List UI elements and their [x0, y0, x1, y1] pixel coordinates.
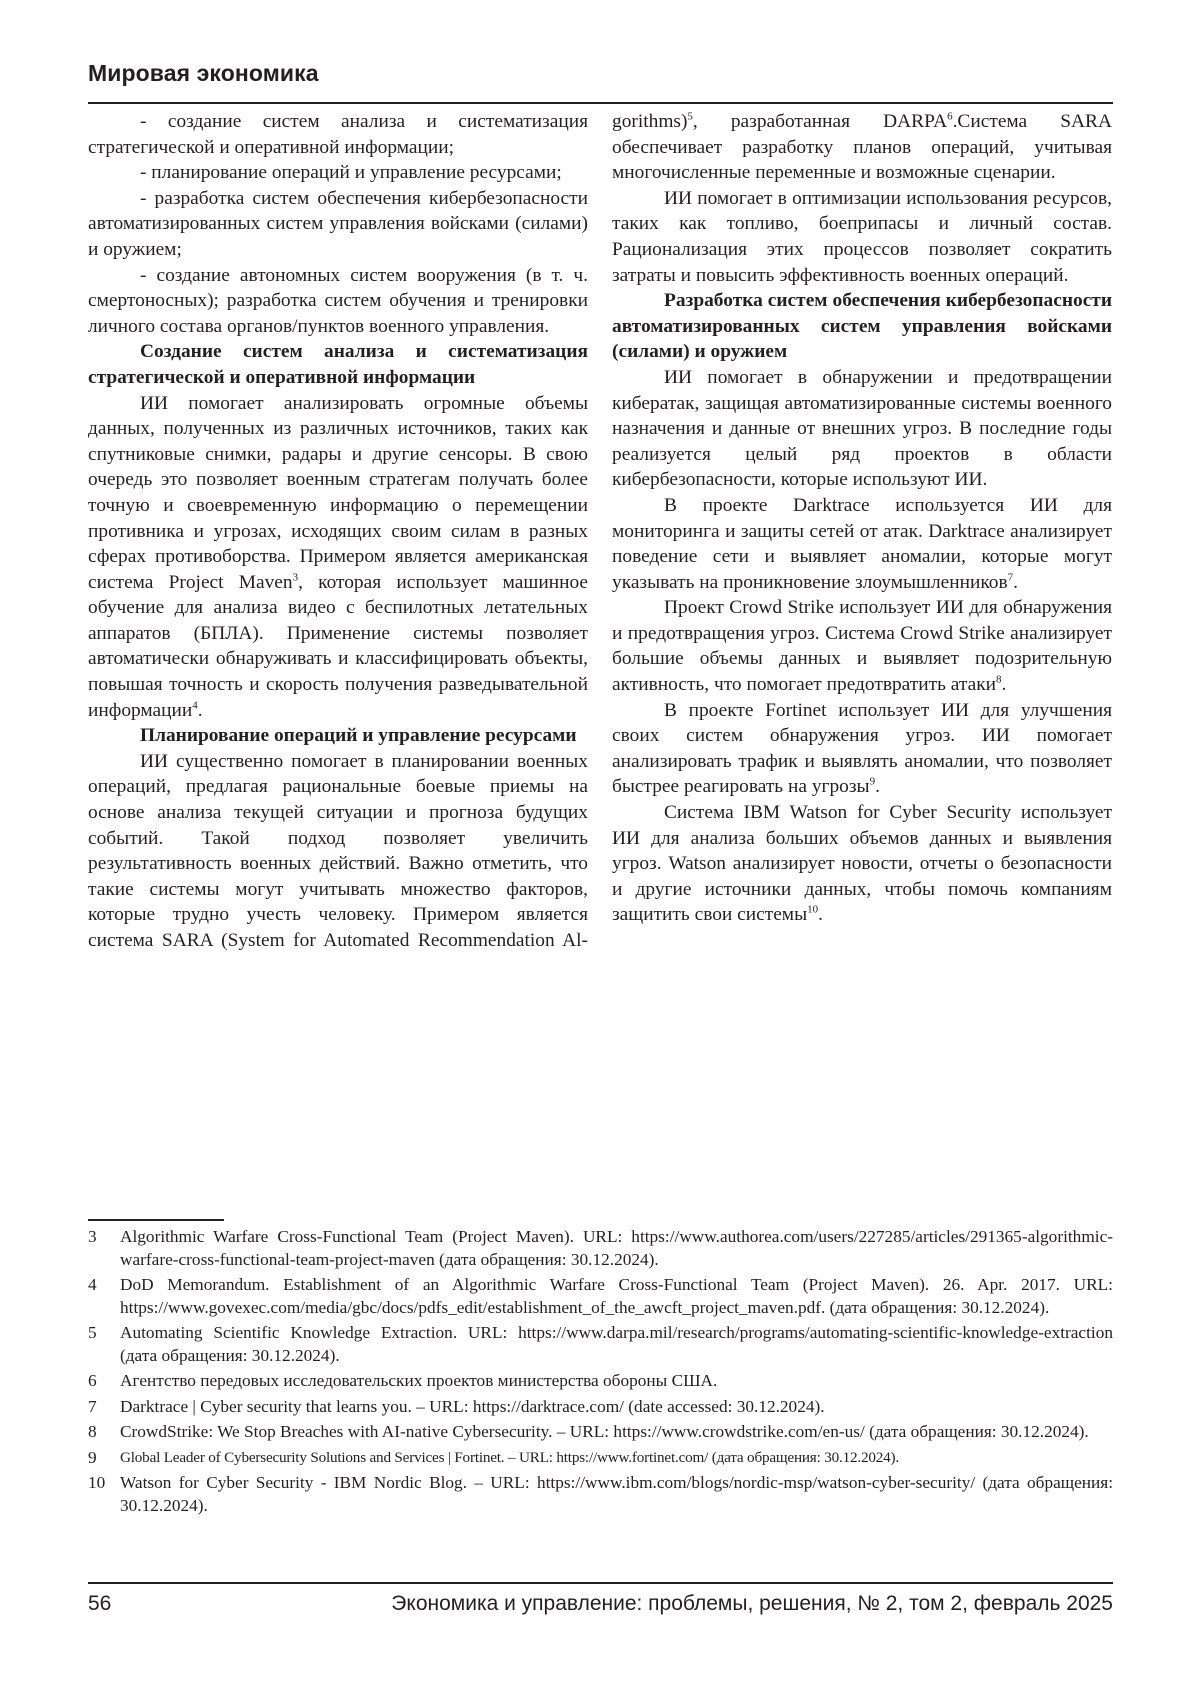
paragraph: [612, 698, 1112, 800]
footnote-number: 7: [88, 1396, 97, 1416]
footnote-ref[interactable]: 4: [192, 699, 198, 712]
footnote-text: Automating Scientific Knowledge Extraction. URL: https://www.darpa.mil/research/programs/automating-scientific-knowledge-extraction (дата обращения: 30.12.2024).: [120, 1323, 1113, 1365]
paragraph: [612, 595, 1112, 697]
footnote-ref[interactable]: 3: [292, 571, 299, 584]
footnote-ref[interactable]: 10: [807, 903, 819, 916]
paragraph-text: gorithms): [612, 111, 688, 132]
section-heading: Планирование операций и управление ресурсами: [140, 725, 577, 747]
paragraph: ИИ помогает в обнаружении и предотвращении кибератак, защищая автоматизированные системы военного назначения и данные от внешних угроз. В последние годы реализуется целый ряд проектов в области кибербезопасности, которые используют ИИ.: [612, 366, 1112, 491]
footnote-number: 4: [88, 1275, 97, 1294]
paragraph: [612, 493, 1112, 595]
footnote: [88, 1322, 1113, 1367]
paragraph-text: В проекте Fortinet использует ИИ для улучшения своих систем обнаружения угроз. ИИ помогает анализировать трафик и выявлять аномалии, что позволяет быстрее реагировать на угрозы: [612, 699, 1112, 798]
paragraph-text: .: [818, 904, 823, 926]
paragraph-text: .: [1013, 571, 1019, 593]
footnote-number: 5: [88, 1323, 97, 1342]
footnote: [88, 1447, 1113, 1470]
footnote: [88, 1226, 1113, 1271]
footnote-ref[interactable]: 6: [947, 110, 953, 123]
footnote-ref[interactable]: 8: [996, 673, 1002, 686]
footnote-text: Агентство передовых исследовательских проектов министерства обороны США.: [120, 1371, 718, 1390]
paragraph-text: ИИ помогает анализировать огромные объемы данных, полученных из различных источников, таких как спутниковые снимки, радары и другие сенсоры. В свою очередь это позволяет военным стратегам получать более точную и своевременную информацию о перемещении противника и угрозах, исходящих своим силам в разных сферах противоборства. Примером является американская система Project Maven: [88, 392, 588, 593]
list-item: - разработка систем обеспечения кибербезопасности автоматизированных систем управления войсками (силами) и оружием;: [88, 187, 588, 260]
left-column: [88, 109, 588, 954]
footnote-text: DoD Memorandum. Establishment of an Algorithmic Warfare Cross-Functional Team (Project Maven). 26. Apr. 2017. URL: https://www.govexec.com/media/gbc/docs/pdfs_edit/establishment_of_the_awcft_project_maven.pdf. (дата обращения: 30.12.2024).: [120, 1275, 1113, 1317]
section-heading: Создание систем анализа и систематизация стратегической и оперативной информации: [88, 341, 588, 388]
paragraph-text: .: [1001, 674, 1007, 696]
paragraph-text: В проекте Darktrace используется ИИ для мониторинга и защиты сетей от атак. Darktrace анализирует поведение сети и выявляет аномалии, которые могут указывать на проникновение злоумышленников: [612, 494, 1112, 593]
footnote: [88, 1274, 1113, 1319]
footnote-number: 8: [88, 1422, 97, 1441]
paragraph-text: .Система SARA обеспечивает разработку планов операций, учитывая многочисленные переменные и возможные сценарии.: [612, 111, 1112, 184]
footnote-ref[interactable]: 7: [1007, 571, 1014, 584]
footnote-number: 3: [88, 1227, 97, 1246]
paragraph-text: , которая использует машинное обучение для анализа видео с беспилотных летательных аппаратов (БПЛА). Применение системы позволяет автоматически обнаруживать и классифицировать объекты, повышая точность и скорость получения разведывательной информации: [88, 571, 588, 721]
paragraph: [612, 800, 1112, 928]
list-item: - создание автономных систем вооружения (в т. ч. смертоносных); разработка систем обучения и тренировки личного состава органов/пунктов военного управления.: [88, 264, 588, 337]
paragraph-text: .: [197, 699, 203, 721]
paragraph-text: Проект Crowd Strike использует ИИ для обнаружения и предотвращения угроз. Система Crowd Strike анализирует большие объемы данных и выявляет подозрительную активность, что помогает предотвратить атаки: [612, 597, 1112, 696]
paragraph-text: .: [875, 776, 880, 798]
paragraph: [612, 109, 1112, 186]
footnote-text: Watson for Cyber Security - IBM Nordic Blog. – URL: https://www.ibm.com/blogs/nordic-msp/watson-cyber-security/ (дата обращения: 30.12.2024).: [120, 1473, 1113, 1515]
footnote-ref[interactable]: 9: [869, 775, 876, 788]
footnote-number: 10: [88, 1473, 106, 1492]
footnote-text: CrowdStrike: We Stop Breaches with AI-native Cybersecurity. – URL: https://www.crowdstrike.com/en-us/ (дата обращения: 30.12.2024).: [120, 1422, 1089, 1441]
header-rule: [88, 102, 1113, 104]
footnote-text: Algorithmic Warfare Cross-Functional Team (Project Maven). URL: https://www.authorea.com/users/227285/articles/291365-algorithmic-warfare-cross-functional-team-project-maven (дата обращения: 30.12.2024).: [120, 1227, 1113, 1269]
footnote-text: Darktrace | Cyber security that learns you. – URL: https://darktrace.com/ (date accessed: 30.12.2024).: [120, 1396, 825, 1416]
section-heading: Разработка систем обеспечения кибербезопасности автоматизированных систем управления войсками (силами) и оружием: [612, 290, 1112, 363]
footnote-separator: [88, 1219, 224, 1221]
footnote-ref[interactable]: 5: [687, 110, 693, 123]
paragraph-text: , разработанная DARPA: [692, 111, 948, 132]
footnotes: [88, 1226, 1113, 1520]
footnote: [88, 1472, 1113, 1517]
footnote: [88, 1421, 1113, 1444]
paragraph-text: Система IBM Watson for Cyber Security использует ИИ для анализа больших объемов данных и выявления угроз. Watson анализирует новости, отчеты о безопасности и другие источники данных, чтобы помочь компаниям защитить свои системы: [612, 802, 1112, 926]
running-head-section-title: Мировая экономика: [88, 60, 319, 86]
footnote: [88, 1396, 1113, 1419]
footnote-number: 6: [88, 1371, 97, 1390]
footnote-text: Global Leader of Cybersecurity Solutions and Services | Fortinet. – URL: https://www.fortinet.com/ (дата обращения: 30.12.2024).: [120, 1448, 899, 1466]
list-item: - создание систем анализа и систематизация стратегической и оперативной информации;: [88, 111, 588, 158]
list-item: - планирование операций и управление ресурсами;: [140, 162, 562, 184]
paragraph: ИИ существенно помогает в планировании военных операций, предлагая рациональные боевые приемы на основе анализа текущей ситуации и прогноза будущих событий. Такой подход позволяет увеличить результативность военных действий. Важно отметить, что такие системы могут учитывать множество факторов, которые трудно учесть человеку. Примером является система SARA (System for Automated Recommendation Al-: [88, 750, 588, 951]
right-column: [612, 109, 1112, 928]
footnote-number: 9: [88, 1447, 97, 1467]
footnote: [88, 1370, 1113, 1393]
footer-rule: [88, 1582, 1113, 1584]
journal-page: [88, 0, 1113, 1698]
paragraph: [88, 391, 588, 724]
page-number: 56: [88, 1592, 112, 1615]
journal-citation: Экономика и управление: проблемы, решения, № 2, том 2, февраль 2025: [391, 1592, 1113, 1615]
paragraph: ИИ помогает в оптимизации использования ресурсов, таких как топливо, боеприпасы и личный состав. Рационализация этих процессов позволяет сократить затраты и повысить эффективность военных операций.: [612, 187, 1112, 286]
